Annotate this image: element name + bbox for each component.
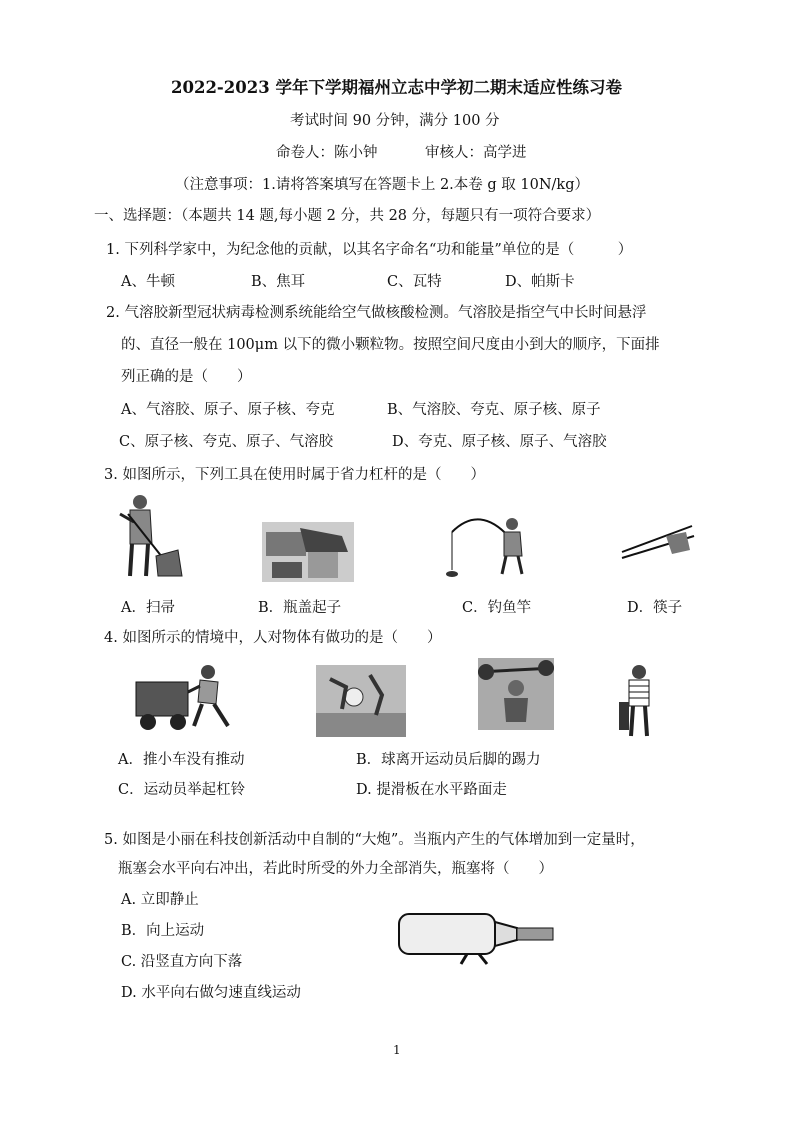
- weightlifting-photo: [478, 658, 554, 730]
- chopsticks-figure: [620, 522, 700, 562]
- cart-push-figure: [132, 660, 238, 732]
- q4-stem: 4. 如图所示的情境中，人对物体有做功的是（ ）: [104, 630, 442, 646]
- q5-option-a: A. 立即静止: [121, 892, 199, 908]
- q2-line2: 的、直径一般在 100μm 以下的微小颗粒物。按照空间尺度由小到大的顺序，下面排: [121, 337, 660, 353]
- q1-option-b: B、焦耳: [251, 274, 306, 290]
- author: 命卷人：陈小钟: [276, 145, 378, 161]
- q3-option-c: C．钓鱼竿: [462, 600, 532, 616]
- q2-line3: 列正确的是（ ）: [121, 369, 252, 385]
- page-number: 1: [393, 1043, 401, 1057]
- soccer-kick-photo: [316, 665, 406, 737]
- broom-figure: [108, 492, 188, 582]
- bottle-cannon-figure: [397, 908, 557, 968]
- q3-option-a: A．扫帚: [121, 600, 175, 616]
- q4-option-d: D. 提滑板在水平路面走: [356, 782, 507, 798]
- q2-line1: 2. 气溶胶新型冠状病毒检测系统能给空气做核酸检测。气溶胶是指空气中长时间悬浮: [106, 305, 647, 321]
- q5-line2: 瓶塞会水平向右冲出，若此时所受的外力全部消失，瓶塞将（ ）: [118, 861, 553, 877]
- q5-line1: 5. 如图是小丽在科技创新活动中自制的“大炮”。当瓶内产生的气体增加到一定量时，: [104, 832, 645, 848]
- q5-option-d: D. 水平向右做匀速直线运动: [121, 985, 301, 1001]
- q2-option-c: C、原子核、夸克、原子、气溶胶: [119, 434, 334, 450]
- q5-option-b: B．向上运动: [121, 923, 205, 939]
- q3-option-b: B．瓶盖起子: [258, 600, 342, 616]
- reviewer: 审核人：高学进: [425, 145, 527, 161]
- q2-option-a: A、气溶胶、原子、原子核、夸克: [121, 402, 335, 418]
- exam-title: 2022-2023 学年下学期福州立志中学初二期末适应性练习卷: [171, 78, 622, 97]
- q4-option-a: A．推小车没有推动: [118, 752, 245, 768]
- exam-info: 考试时间 90 分钟，满分 100 分: [290, 113, 500, 129]
- q1-option-d: D、帕斯卡: [505, 274, 575, 290]
- q3-option-d: D．筷子: [627, 600, 683, 616]
- q5-option-c: C. 沿竖直方向下落: [121, 954, 243, 970]
- q1-stem: 1. 下列科学家中，为纪念他的贡献，以其名字命名“功和能量”单位的是（ ）: [106, 242, 633, 258]
- bottle-opener-figure: [262, 522, 354, 582]
- notes: （注意事项：1.请将答案填写在答题卡上 2.本卷 g 取 10N/kg）: [175, 177, 589, 193]
- q3-stem: 3. 如图所示，下列工具在使用时属于省力杠杆的是（ ）: [104, 467, 485, 483]
- skateboard-carry-figure: [615, 664, 663, 740]
- q4-option-b: B．球离开运动员后脚的踢力: [356, 752, 541, 768]
- q2-option-d: D、夸克、原子核、原子、气溶胶: [392, 434, 607, 450]
- q4-option-c: C．运动员举起杠铃: [118, 782, 246, 798]
- section-heading: 一、选择题：（本题共 14 题,每小题 2 分，共 28 分，每题只有一项符合要求）: [94, 208, 601, 224]
- q2-option-b: B、气溶胶、夸克、原子核、原子: [387, 402, 601, 418]
- q1-option-c: C、瓦特: [387, 274, 442, 290]
- fishing-rod-figure: [440, 510, 530, 580]
- q1-option-a: A、牛顿: [121, 274, 175, 290]
